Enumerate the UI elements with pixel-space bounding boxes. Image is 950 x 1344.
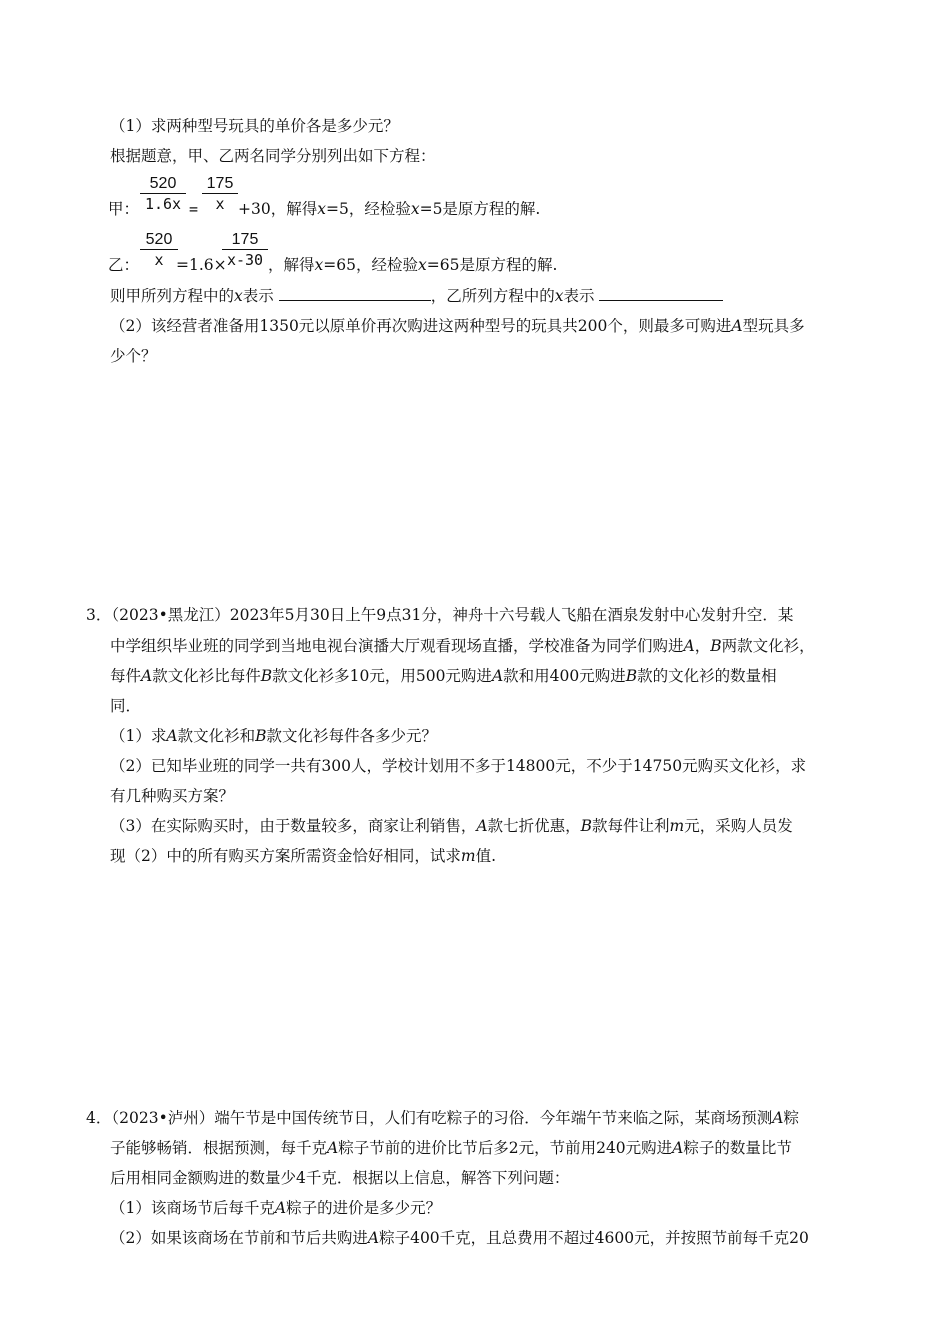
p2-question-2-line2: 少个？ xyxy=(110,347,157,365)
p3-q3-letter-a: A xyxy=(476,817,488,835)
p3-q3-d: 元，采购人员发 xyxy=(684,817,793,835)
p2-jia-lhs-numerator: 520 xyxy=(140,174,186,194)
p3-l2-end: 两款文化衫， xyxy=(721,637,815,655)
p4-line-1 xyxy=(86,1108,799,1128)
p3-line-1 xyxy=(86,605,793,625)
p2-fill-d: 表示 xyxy=(563,287,595,305)
p3-number: 3． xyxy=(86,606,112,624)
p2-yi-var-1: x xyxy=(314,256,324,274)
p3-l2-letter-b: B xyxy=(710,637,722,655)
p2-q2-end: 型玩具多 xyxy=(742,317,805,335)
p2-jia-tail-b: =5，经检验 xyxy=(325,200,411,218)
p3-q1-letter-b: B xyxy=(255,727,267,745)
p4-number: 4． xyxy=(86,1109,112,1127)
p3-q3-a: （3）在实际购买时，由于数量较多，商家让利销售， xyxy=(110,817,477,835)
p2-intro: 根据题意，甲、乙两名同学分别列出如下方程： xyxy=(110,147,436,165)
p3-l3-letter-b1: B xyxy=(260,667,273,685)
p2-jia-lhs-denominator: 1.6x xyxy=(144,195,182,213)
blank-jia-x-meaning[interactable] xyxy=(279,286,431,301)
p2-yi-lhs-fraction xyxy=(140,230,178,270)
blank-yi-x-meaning[interactable] xyxy=(599,286,723,301)
p4-source: （2023•泸州） xyxy=(111,1109,215,1127)
p2-jia-label: 甲： xyxy=(108,200,140,218)
p3-l3-d: 款和用400元购进 xyxy=(503,667,626,685)
p3-q3-m: m xyxy=(669,817,685,835)
p4-q1-a: （1）该商场节后每千克 xyxy=(110,1199,275,1217)
p2-jia-rhs-numerator: 175 xyxy=(202,174,238,194)
p4-l1-b: 粽 xyxy=(783,1109,799,1127)
p4-q1-letter-a: A xyxy=(274,1199,287,1217)
p2-yi-tail-a: ，解得 xyxy=(268,256,315,274)
p4-q2-a: （2）如果该商场在节前和节后共购进 xyxy=(110,1229,368,1247)
p3-l2-letter-a: A xyxy=(683,637,695,655)
p2-jia-solution xyxy=(238,199,540,219)
p2-fill-var-1: x xyxy=(234,287,243,305)
p3-q3-l2-b: 值. xyxy=(475,847,497,865)
p2-jia-var-2: x xyxy=(410,200,420,218)
p3-q3-b: 款七折优惠， xyxy=(487,817,581,835)
p3-question-2: （2）已知毕业班的同学一共有300人，学校计划用不多于14800元，不少于14750元购买文化衫，求 xyxy=(110,757,807,775)
p3-source: （2023•黑龙江） xyxy=(111,606,230,624)
p4-line-3: 后用相同金额购进的数量少4千克．根据以上信息，解答下列问题： xyxy=(110,1169,570,1187)
p2-jia-rhs-fraction xyxy=(202,174,238,214)
p2-q2-letter: A xyxy=(731,317,743,335)
p2-jia-tail-c: =5是原方程的解. xyxy=(419,200,541,218)
p3-l3-e: 款的文化衫的数量相 xyxy=(637,667,777,685)
p2-jia-rhs-denominator: x xyxy=(215,195,225,213)
p3-q3-c: 款每件让利 xyxy=(591,817,670,835)
p4-l2-a: 子能够畅销．根据预测，每千克 xyxy=(110,1139,328,1157)
p2-fill-line xyxy=(110,286,723,306)
p2-question-1: （1）求两种型号玩具的单价各是多少元？ xyxy=(110,117,399,135)
p4-question-2 xyxy=(110,1228,809,1248)
p3-l3-b: 款文化衫比每件 xyxy=(152,667,261,685)
p2-fill-b: 表示 xyxy=(242,287,274,305)
p4-l2-b: 粽子节前的进价比节后多2元，节前用240元购进 xyxy=(338,1139,673,1157)
p3-question-2-line2: 有几种购买方案？ xyxy=(110,787,235,805)
p4-l2-letter-a1: A xyxy=(327,1139,339,1157)
p2-yi-tail-c: =65是原方程的解. xyxy=(426,256,558,274)
p3-question-1 xyxy=(110,726,437,746)
p2-yi-tail-b: =65，经检验 xyxy=(323,256,418,274)
p2-yi-lhs-denominator: x xyxy=(154,251,164,269)
p2-yi-lhs-numerator: 520 xyxy=(140,230,178,250)
p2-yi-solution xyxy=(268,255,557,275)
p3-q1-b: 款文化衫和 xyxy=(177,727,256,745)
p4-l2-c: 粽子的数量比节 xyxy=(683,1139,792,1157)
p3-q3-letter-b: B xyxy=(580,817,592,835)
p2-jia-lhs-fraction xyxy=(140,174,186,214)
p4-q2-b: 粽子400千克，且总费用不超过4600元，并按照节前每千克20 xyxy=(379,1229,809,1247)
p2-yi-var-2: x xyxy=(417,256,427,274)
p3-q1-letter-a: A xyxy=(166,727,178,745)
p3-q3-l2-m: m xyxy=(460,847,476,865)
p4-q2-letter-a: A xyxy=(367,1229,380,1247)
p2-yi-rhs-denominator: x-30 xyxy=(226,251,264,269)
p4-line-2 xyxy=(110,1138,792,1158)
p2-question-2 xyxy=(110,316,805,336)
p4-l1-letter-a: A xyxy=(772,1109,784,1127)
p4-q1-b: 粽子的进价是多少元？ xyxy=(286,1199,442,1217)
p2-jia-tail-a: +30，解得 xyxy=(238,200,318,218)
p2-q2-text: （2）该经营者准备用1350元以原单价再次购进这两种型号的玩具共200个，则最多可购进 xyxy=(110,317,732,335)
p3-line-3 xyxy=(110,666,777,686)
p3-l3-c: 款文化衫多10元，用500元购进 xyxy=(272,667,492,685)
p3-q1-c: 款文化衫每件各多少元？ xyxy=(266,727,437,745)
p2-fill-a: 则甲所列方程中的 xyxy=(110,287,235,305)
p3-line-4: 同． xyxy=(110,697,142,715)
p3-l3-letter-a2: A xyxy=(491,667,504,685)
p2-fill-c: ，乙所列方程中的 xyxy=(430,287,555,305)
p3-l2-text: 中学组织毕业班的同学到当地电视台演播大厅观看现场直播，学校准备为同学们购进 xyxy=(110,637,684,655)
p2-jia-equals: = xyxy=(189,200,199,218)
p3-question-3 xyxy=(110,816,793,836)
p3-l2-sep: ， xyxy=(694,637,711,655)
p3-line-2 xyxy=(110,636,815,656)
p3-l3-letter-a1: A xyxy=(141,667,153,685)
p4-l2-letter-a2: A xyxy=(672,1139,684,1157)
p3-l3-letter-b2: B xyxy=(625,667,638,685)
p2-fill-var-2: x xyxy=(554,287,564,305)
p4-question-1 xyxy=(110,1198,441,1218)
p2-jia-var-1: x xyxy=(317,200,326,218)
p2-yi-label: 乙： xyxy=(108,256,140,274)
p3-question-3-line2 xyxy=(110,846,496,866)
p3-l3-a: 每件 xyxy=(110,667,142,685)
p2-yi-middle: =1.6× xyxy=(176,256,227,274)
p3-q1-a: （1）求 xyxy=(110,727,167,745)
p3-l1-text: 2023年5月30日上午9点31分，神舟十六号载人飞船在酒泉发射中心发射升空．某 xyxy=(229,606,794,624)
p4-l1-a: 端午节是中国传统节日，人们有吃粽子的习俗．今年端午节来临之际，某商场预测 xyxy=(214,1109,773,1127)
p2-yi-rhs-numerator: 175 xyxy=(222,230,268,250)
p3-q3-l2-a: 现（2）中的所有购买方案所需资金恰好相同，试求 xyxy=(110,847,461,865)
p2-yi-rhs-fraction xyxy=(222,230,268,270)
